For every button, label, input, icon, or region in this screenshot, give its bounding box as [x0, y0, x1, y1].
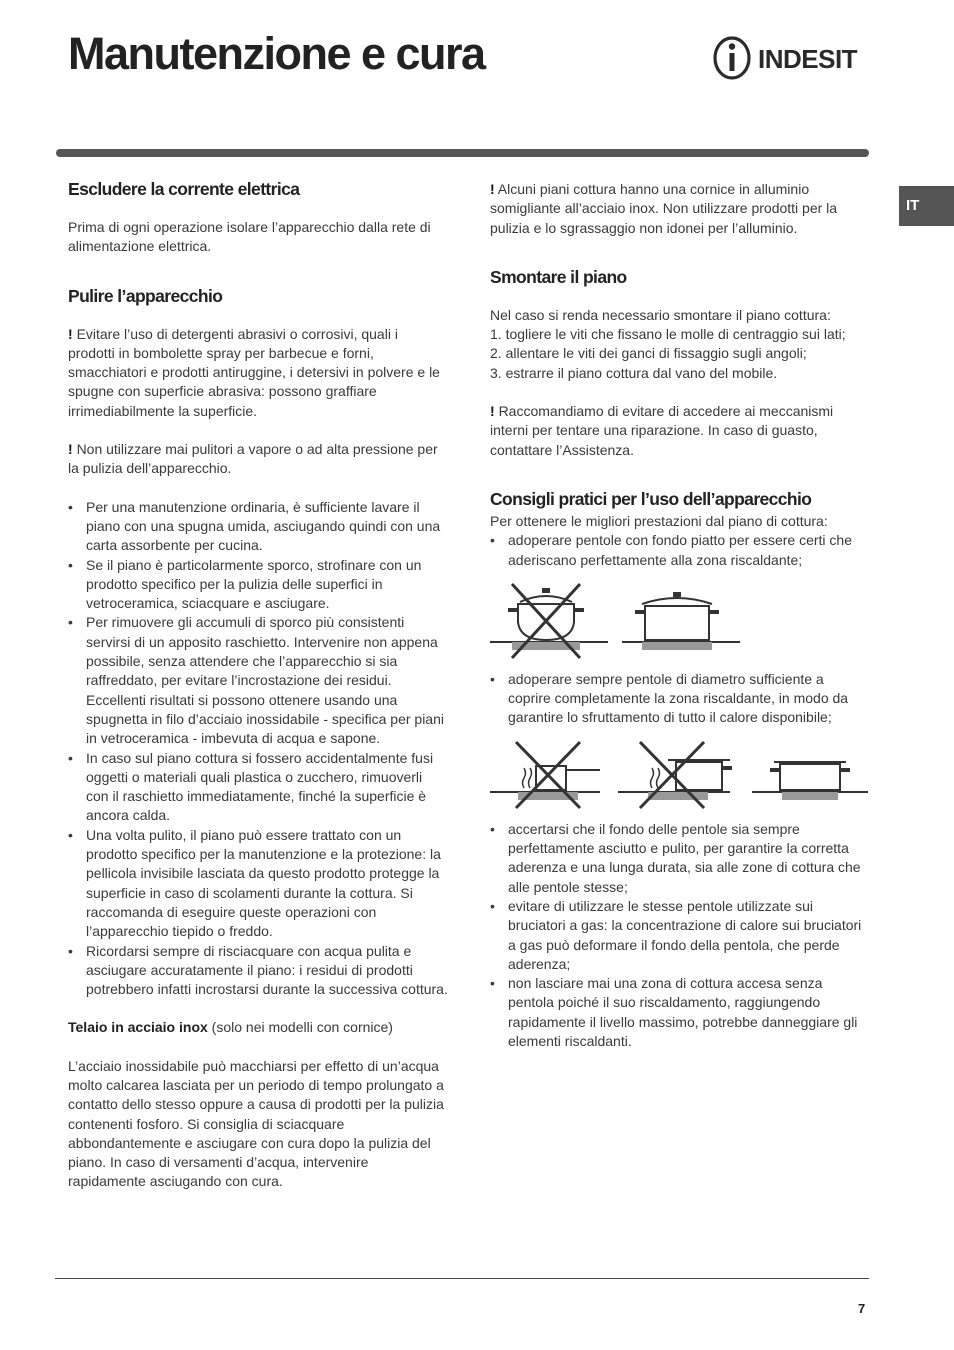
warning-icon: !	[68, 325, 73, 342]
page-number: 7	[858, 1301, 866, 1316]
tips-list-3	[490, 820, 868, 1052]
disassembly-intro: Nel caso si renda necessario smontare il piano cottura:	[490, 306, 831, 323]
list-item: • evitare di utilizzare le stesse pentole utilizzate sui bruciatori a gas: la concentrazione di calore sui bruciatori a gas può deformare il fondo della pentola, che perde aderenza;	[490, 897, 868, 974]
tips-list-2	[490, 670, 868, 728]
correct-pot-illustration	[622, 592, 740, 650]
list-item: • adoperare pentole con fondo piatto per essere certi che aderiscano perfettamente alla zona riscaldante;	[490, 531, 868, 570]
list-item: • Se il piano è particolarmente sporco, strofinare con un prodotto specifico per la pulizia delle superfici in vetroceramica, sciacquare e asciugare.	[68, 556, 448, 614]
header-rule	[56, 149, 869, 157]
warning-abrasives: ! Evitare l’uso di detergenti abrasivi o corrosivi, quali i prodotti in bombolette spray per barbecue e forni, smacchiatori e prodotti antiruggine, i detersivi in polvere e le spugne con superficie abrasiva: possono graffiare irrimediabilmente la superficie.	[68, 325, 440, 419]
disassembly-step-3: 3. estrarre il piano cottura dal vano del mobile.	[490, 364, 778, 381]
wrong-small-pot-illustration	[490, 742, 600, 808]
inox-text: L’acciaio inossidabile può macchiarsi per effetto di un’acqua molto calcarea lasciata per un periodo di tempo prolungato a contatto dello stesso oppure a causa di prodotti per la pulizia contenenti fosforo. Si consiglia di sciacquare abbondantemente e asciugare con cura dopo la pulizia del piano. In caso di versamenti d’acqua, intervenire rapidamente asciugando con cura.	[68, 1057, 444, 1190]
correct-pot-illustration	[752, 762, 868, 800]
list-item: • Per una manutenzione ordinaria, è sufficiente lavare il piano con una spugna umida, asciugando quindi con una carta assorbente per cucina.	[68, 498, 448, 556]
tips-list-1	[490, 531, 868, 570]
disassembly-step-2: 2. allentare le viti dei ganci di fissaggio sugli angoli;	[490, 345, 807, 362]
brand-text: INDESIT	[758, 44, 858, 74]
indesit-logo	[712, 36, 872, 80]
list-item: • Per rimuovere gli accumuli di sporco più consistenti servirsi di un apposito raschietto. Intervenire non appena possibile, senza attendere che l’apparecchio si sia raffreddato, per evitare l’incrostazione dei residui. Eccellenti risultati si possono ottenere usando una spugnetta in filo d’acciaio inossidabile - specifica per piani in vetroceramica - imbevuta di acqua e sapone.	[68, 613, 448, 748]
warning-icon: !	[68, 441, 73, 458]
power-text: Prima di ogni operazione isolare l’apparecchio dalla rete di alimentazione elettrica.	[68, 219, 431, 255]
warning-steam: ! Non utilizzare mai pulitori a vapore o ad alta pressione per la pulizia dell’apparecchio.	[68, 441, 438, 477]
tips-intro: Per ottenere le migliori prestazioni dal piano di cottura:	[490, 512, 828, 529]
wrong-offset-pot-illustration	[618, 742, 732, 808]
warning-repair: ! Raccomandiamo di evitare di accedere ai meccanismi interni per tentare una riparazione. In caso di guasto, contattare l’Assistenza.	[490, 403, 834, 458]
footer-rule	[55, 1278, 869, 1279]
list-item: • accertarsi che il fondo delle pentole sia sempre perfettamente asciutto e pulito, per garantire la corretta aderenza e una lunga durata, sia alle zone di cottura che alle pentole stesse;	[490, 820, 868, 897]
flat-bottom-pot-diagram	[490, 582, 868, 664]
list-item: • adoperare sempre pentole di diametro sufficiente a coprire completamente la zona riscaldante, in modo da garantire lo sfruttamento di tutto il calore disponibile;	[490, 670, 868, 728]
pot-diameter-diagram	[490, 740, 868, 810]
language-tab: IT	[899, 186, 954, 226]
cleaning-list	[68, 498, 448, 1000]
section-heading-power: Escludere la corrente elettrica	[68, 179, 300, 199]
right-column	[490, 180, 868, 1051]
list-item: • Ricordarsi sempre di risciacquare con acqua pulita e asciugare accuratamente il piano: i residui di prodotti potrebbero infatti incrostarsi durante la successiva cottura.	[68, 942, 448, 1000]
list-item: • Una volta pulito, il piano può essere trattato con un prodotto specifico per la manutenzione e la protezione: la pellicola invisibile lasciata da questo prodotto protegge la superficie in caso di scolamenti durante la cottura. Si raccomanda di eseguire queste operazioni con l’apparecchio tiepido o freddo.	[68, 826, 448, 942]
wrong-pot-illustration	[490, 584, 608, 658]
list-item: • In caso sul piano cottura si fossero accidentalmente fusi oggetti o materiali quali plastica o zucchero, rimuoverli con il raschietto immediatamente, finché la superficie è ancora calda.	[68, 749, 448, 826]
page-title: Manutenzione e cura	[68, 28, 485, 79]
warning-icon: !	[490, 403, 495, 420]
warning-aluminium: ! Alcuni piani cottura hanno una cornice in alluminio somigliante all’acciaio inox. Non utilizzare prodotti per la pulizia e lo sgrassaggio non idonei per l’alluminio.	[490, 181, 838, 236]
inox-heading: Telaio in acciaio inox (solo nei modelli con cornice)	[68, 1019, 393, 1036]
section-heading-disassembly: Smontare il piano	[490, 266, 627, 287]
section-heading-tips: Consigli pratici per l’uso dell’apparecchio	[490, 488, 812, 509]
list-item: • non lasciare mai una zona di cottura accesa senza pentola poiché il suo riscaldamento, raggiungendo rapidamente il livello massimo, potrebbe danneggiare gli elementi riscaldanti.	[490, 974, 868, 1051]
section-heading-cleaning: Pulire l’apparecchio	[68, 285, 223, 306]
disassembly-step-1: 1. togliere le viti che fissano le molle di centraggio sui lati;	[490, 326, 846, 343]
left-column	[68, 178, 448, 1192]
warning-icon: !	[490, 181, 495, 197]
